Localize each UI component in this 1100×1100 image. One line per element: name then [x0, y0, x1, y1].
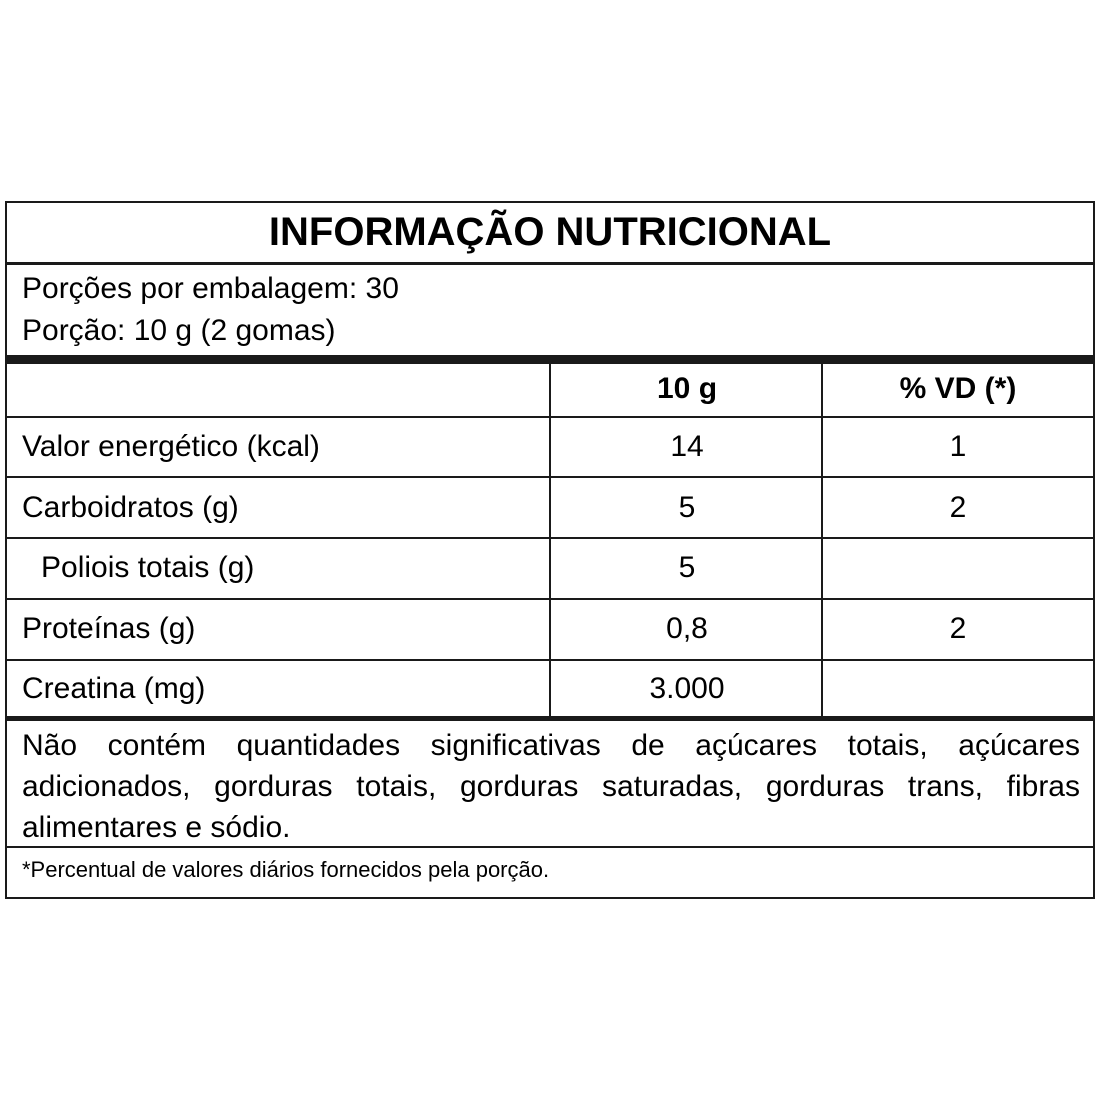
- column-header-dv: % VD (*): [899, 372, 1017, 405]
- row-amount-polyols: 5: [678, 551, 696, 584]
- label-title: INFORMAÇÃO NUTRICIONAL: [7, 203, 1093, 265]
- thick-divider-bottom: [7, 716, 1093, 721]
- column-divider: [821, 364, 823, 717]
- footnote-text: *Percentual de valores diários fornecidos pela porção.: [22, 857, 550, 882]
- row-amount-energy: 14: [670, 430, 704, 463]
- row-amount-carbohydrates: 5: [678, 491, 696, 524]
- column-divider: [549, 364, 551, 717]
- column-header-amount: 10 g: [656, 372, 718, 405]
- row-amount-creatine: 3.000: [649, 672, 725, 705]
- footnote-divider: [7, 846, 1093, 848]
- row-amount-proteins: 0,8: [666, 612, 708, 645]
- row-dv-carbohydrates: 2: [949, 491, 967, 524]
- row-dv-polyols: [823, 539, 1093, 597]
- nutrition-facts-panel: [5, 201, 1095, 899]
- servings-per-package: Porções por embalagem: 30: [22, 272, 399, 305]
- row-name-creatine: Creatina (mg): [22, 672, 206, 705]
- disclaimer-text: Não contém quantidades significativas de açúcares totais, açúcares adicionados, gorduras totais, gorduras saturadas, gorduras trans, fibras alimentares e sódio.: [22, 729, 1080, 844]
- row-dv-energy: 1: [949, 430, 967, 463]
- serving-size: Porção: 10 g (2 gomas): [22, 314, 336, 347]
- row-name-polyols: Poliois totais (g): [41, 551, 255, 584]
- row-name-carbohydrates: Carboidratos (g): [22, 491, 239, 524]
- row-name-energy: Valor energético (kcal): [22, 430, 320, 463]
- row-name-proteins: Proteínas (g): [22, 612, 196, 645]
- row-dv-creatine: [823, 660, 1093, 718]
- row-dv-proteins: 2: [949, 612, 967, 645]
